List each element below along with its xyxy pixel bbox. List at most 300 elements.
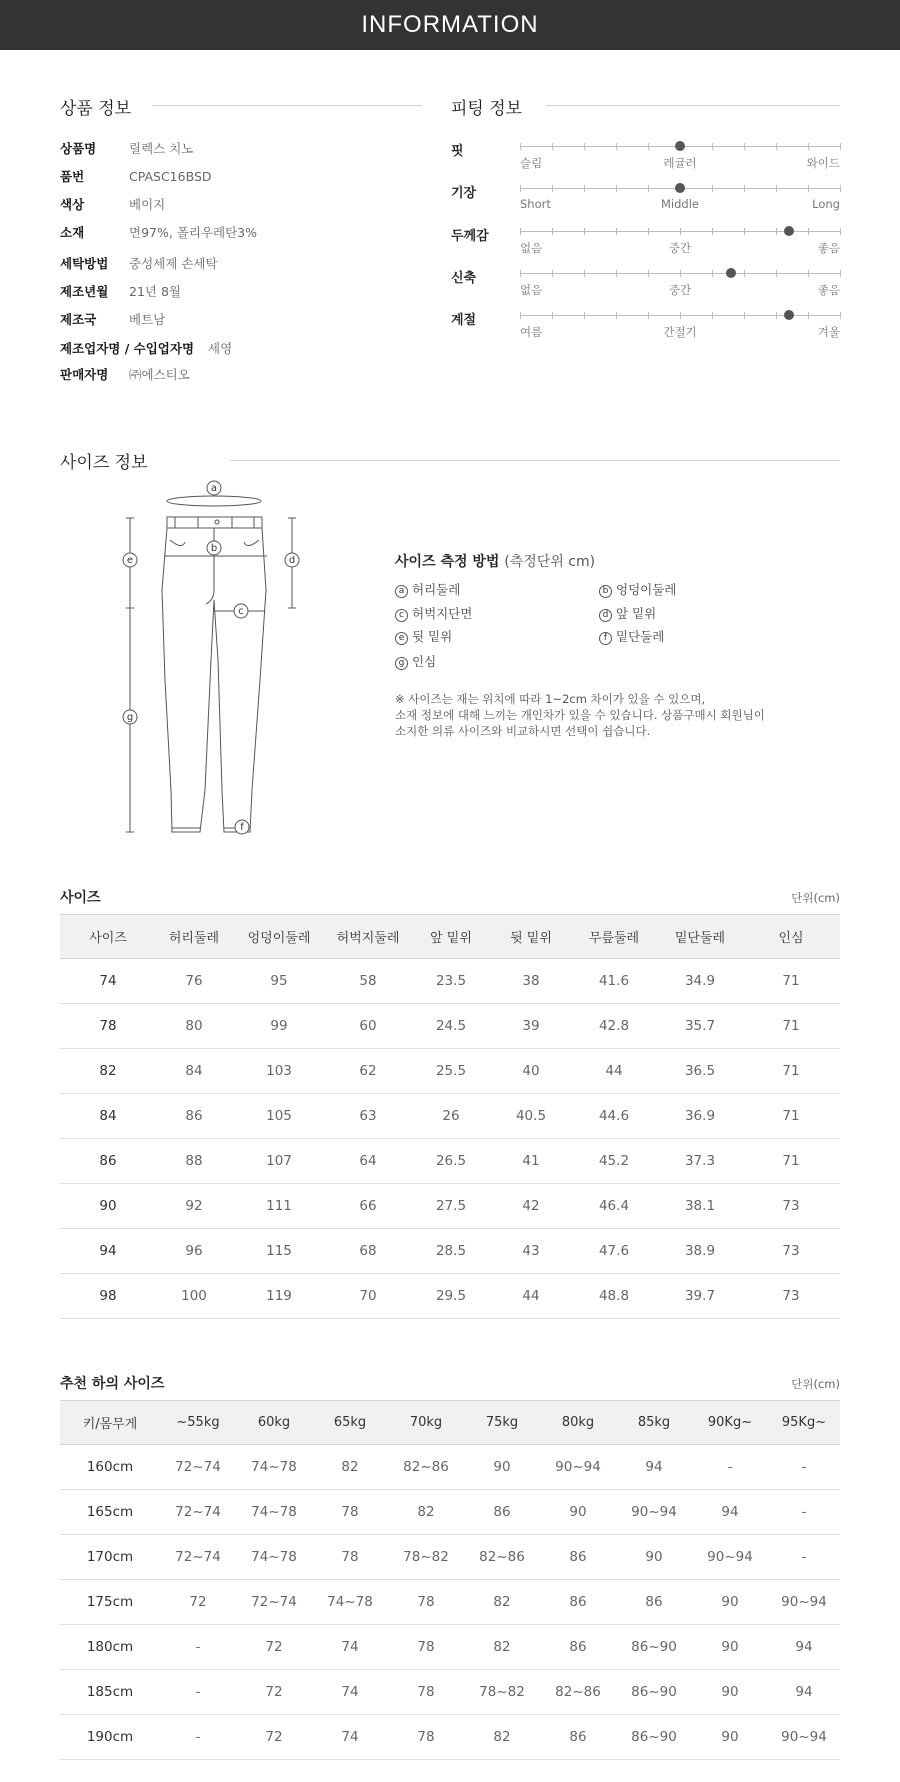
table-cell: 73 [742, 1274, 840, 1319]
table-cell: 72 [236, 1625, 312, 1670]
table-header-cell: 허리둘레 [156, 915, 232, 959]
measure-method-title [395, 551, 595, 571]
table-cell: 86 [156, 1094, 232, 1139]
table-cell: 78 [312, 1535, 388, 1580]
table-cell: 42 [492, 1184, 570, 1229]
table-row [60, 1139, 840, 1184]
pants-diagram [110, 480, 310, 840]
table-cell: 74~78 [236, 1535, 312, 1580]
marker-d [285, 553, 299, 567]
measure-item-label: 허벅지단면 [412, 606, 473, 621]
table-cell: 38 [492, 959, 570, 1004]
table-header-cell: 70kg [388, 1401, 464, 1445]
table-cell: 71 [742, 1094, 840, 1139]
product-info-row [60, 139, 193, 157]
fit-scale-tick [616, 185, 617, 192]
fit-scale-tick [648, 312, 649, 319]
table-cell: - [160, 1625, 236, 1670]
table-cell: 86 [540, 1715, 616, 1760]
table-cell: 73 [742, 1229, 840, 1274]
fit-scale-tick [840, 143, 841, 150]
size-table-header [60, 915, 840, 959]
table-cell: 90 [540, 1490, 616, 1535]
fit-scale-tick [808, 143, 809, 150]
table-cell: 86~90 [616, 1670, 692, 1715]
recommend-table-title: 추천 하의 사이즈 [60, 1376, 165, 1392]
table-header-cell: 엉덩이둘레 [232, 915, 326, 959]
product-info-key: 판매자명 [60, 367, 109, 382]
table-cell: 86 [464, 1490, 540, 1535]
product-info-row [60, 310, 165, 328]
table-cell: 86~90 [616, 1715, 692, 1760]
marker-e [123, 553, 137, 567]
measure-mark-icon: c [395, 609, 408, 622]
marker-a [207, 481, 221, 495]
product-info-row [60, 365, 190, 383]
fit-left-label: 슬림 [520, 156, 543, 170]
fit-scale-tick [744, 228, 745, 235]
fit-scale-tick [648, 185, 649, 192]
fit-scale-tick [680, 270, 681, 277]
table-cell: 72 [160, 1580, 236, 1625]
table-cell: 60 [326, 1004, 410, 1049]
fit-scale-tick [520, 185, 521, 192]
marker-g [123, 710, 137, 724]
fit-mid-label: 중간 [668, 283, 692, 297]
fit-scale-tick [616, 312, 617, 319]
fit-scale-tick [520, 143, 521, 150]
table-header-cell: 키/몸무게 [60, 1401, 160, 1445]
table-cell: 190cm [60, 1715, 160, 1760]
fit-scale-tick [552, 143, 553, 150]
table-cell: 46.4 [570, 1184, 658, 1229]
fit-row-label: 신축 [451, 271, 477, 286]
table-row [60, 1445, 840, 1490]
fit-left-label: 여름 [520, 325, 543, 339]
size-note-line: ※ 사이즈는 재는 위치에 따라 1~2cm 차이가 있을 수 있으며, [395, 692, 706, 706]
table-cell: 94 [768, 1670, 840, 1715]
fit-scale-tick [584, 185, 585, 192]
table-cell: 82 [388, 1490, 464, 1535]
fit-scale-tick [808, 228, 809, 235]
fit-scale-tick [616, 228, 617, 235]
fit-level-dot [675, 183, 685, 193]
table-cell: 40 [492, 1049, 570, 1094]
table-header-cell: 무릎둘레 [570, 915, 658, 959]
table-cell: 74 [312, 1670, 388, 1715]
size-note [395, 691, 765, 739]
table-cell: 96 [156, 1229, 232, 1274]
table-cell: 70 [326, 1274, 410, 1319]
table-header-cell: 뒷 밑위 [492, 915, 570, 959]
fit-right-label: Long [812, 197, 840, 211]
fit-row-label: 계절 [451, 313, 477, 328]
table-cell: 90 [692, 1670, 768, 1715]
table-cell: 86~90 [616, 1625, 692, 1670]
product-info-key: 제조국 [60, 312, 97, 327]
product-info-value: 세영 [208, 341, 233, 356]
table-cell: 115 [232, 1229, 326, 1274]
table-cell: 90~94 [768, 1715, 840, 1760]
table-cell: 24.5 [410, 1004, 492, 1049]
table-header-cell: 95Kg~ [768, 1401, 840, 1445]
fit-scale-tick [648, 143, 649, 150]
table-cell: 90~94 [692, 1535, 768, 1580]
table-cell: 35.7 [658, 1004, 742, 1049]
table-cell: 82~86 [540, 1670, 616, 1715]
product-info-key: 제조년월 [60, 284, 109, 299]
size-info-title: 사이즈 정보 [60, 453, 148, 473]
product-info-key: 색상 [60, 197, 85, 212]
table-header-cell: 85kg [616, 1401, 692, 1445]
table-cell: 107 [232, 1139, 326, 1184]
measure-item-label: 인심 [412, 654, 437, 669]
table-cell: 74 [312, 1715, 388, 1760]
table-cell: 90 [464, 1445, 540, 1490]
fit-scale-tick [776, 270, 777, 277]
marker-f-label: f [240, 822, 244, 833]
product-info-value: 21년 8월 [129, 284, 181, 299]
table-cell: 72~74 [160, 1535, 236, 1580]
table-cell: 71 [742, 1004, 840, 1049]
fit-level-dot [726, 268, 736, 278]
table-cell: 78~82 [464, 1670, 540, 1715]
product-info-key: 소재 [60, 225, 85, 240]
fit-scale-tick [712, 185, 713, 192]
product-info-row [60, 282, 181, 300]
table-cell: 88 [156, 1139, 232, 1184]
fit-scale-track [520, 315, 840, 339]
fit-right-label: 와이드 [806, 156, 840, 170]
table-header-cell: 75kg [464, 1401, 540, 1445]
table-header-cell: 허벅지둘레 [326, 915, 410, 959]
table-header-cell: 밑단둘레 [658, 915, 742, 959]
fit-scale-track [520, 188, 840, 211]
table-cell: 62 [326, 1049, 410, 1094]
recommend-table [60, 1400, 840, 1760]
table-cell: 78 [388, 1670, 464, 1715]
fit-scale-tick [552, 228, 553, 235]
table-cell: 74~78 [312, 1580, 388, 1625]
fit-mid-label: 레귤러 [663, 156, 697, 170]
fit-scale-tick [744, 270, 745, 277]
table-row [60, 1535, 840, 1580]
recommend-table-header [60, 1401, 840, 1445]
table-cell: 90~94 [540, 1445, 616, 1490]
table-cell: 27.5 [410, 1184, 492, 1229]
table-cell: 94 [692, 1490, 768, 1535]
measure-mark-icon: d [599, 609, 612, 622]
table-row [60, 1094, 840, 1139]
fit-scale-tick [520, 312, 521, 319]
size-table-title: 사이즈 [60, 890, 101, 906]
table-cell: 47.6 [570, 1229, 658, 1274]
fit-scale-tick [616, 270, 617, 277]
table-cell: 44 [570, 1049, 658, 1094]
fit-scale-tick [520, 270, 521, 277]
fit-scale-tick [520, 228, 521, 235]
table-cell: 78 [388, 1715, 464, 1760]
table-cell: 26.5 [410, 1139, 492, 1184]
measure-item [599, 580, 676, 598]
measure-item [599, 604, 656, 622]
table-cell: 71 [742, 959, 840, 1004]
product-info-divider [152, 105, 422, 106]
fit-scale-tick [584, 228, 585, 235]
marker-b [207, 541, 221, 555]
table-cell: 78 [388, 1625, 464, 1670]
product-info-value: 면97%, 폴리우레탄3% [129, 225, 258, 240]
fit-mid-label: 중간 [668, 241, 692, 255]
table-cell: 82 [464, 1580, 540, 1625]
fit-scale-tick [776, 312, 777, 319]
measure-unit: (측정단위 cm) [504, 554, 596, 570]
table-cell: 23.5 [410, 959, 492, 1004]
table-cell: 90 [692, 1580, 768, 1625]
table-cell: 86 [540, 1625, 616, 1670]
table-header-cell: 사이즈 [60, 915, 156, 959]
table-cell: 119 [232, 1274, 326, 1319]
marker-c-label: c [238, 606, 244, 617]
fit-level-dot [784, 226, 794, 236]
product-info-row [60, 167, 212, 185]
table-cell: 90 [692, 1715, 768, 1760]
table-cell: - [160, 1715, 236, 1760]
table-cell: 82 [464, 1625, 540, 1670]
table-cell: 90~94 [616, 1490, 692, 1535]
table-cell: 25.5 [410, 1049, 492, 1094]
measure-item-label: 앞 밑위 [616, 606, 657, 621]
fit-row-label: 두께감 [451, 229, 489, 244]
measure-item [395, 580, 460, 598]
table-cell: 74 [312, 1625, 388, 1670]
measure-mark-icon: b [599, 585, 612, 598]
table-cell: 41.6 [570, 959, 658, 1004]
table-header-cell: 앞 밑위 [410, 915, 492, 959]
table-cell: 64 [326, 1139, 410, 1184]
table-cell: 34.9 [658, 959, 742, 1004]
table-header-cell: 60kg [236, 1401, 312, 1445]
table-cell: 82 [312, 1445, 388, 1490]
fit-scale-tick [840, 185, 841, 192]
table-cell: 76 [156, 959, 232, 1004]
recommend-table-unit: 단위(cm) [791, 1377, 840, 1391]
measure-item-label: 밑단둘레 [616, 629, 665, 644]
fit-scale-tick [584, 312, 585, 319]
size-note-line: 소재 정보에 대해 느끼는 개인차가 있을 수 있습니다. 상품구매시 회원님이 [395, 708, 765, 722]
fit-mid-label: Middle [661, 197, 699, 211]
fit-scale-tick [680, 228, 681, 235]
table-cell: 105 [232, 1094, 326, 1139]
measure-item-label: 엉덩이둘레 [616, 582, 677, 597]
table-cell: 38.1 [658, 1184, 742, 1229]
table-cell: 48.8 [570, 1274, 658, 1319]
size-table [60, 914, 840, 1319]
table-header-cell: 90Kg~ [692, 1401, 768, 1445]
fit-scale-tick [808, 185, 809, 192]
table-cell: 103 [232, 1049, 326, 1094]
table-cell: 82 [60, 1049, 156, 1094]
fit-scale-tick [584, 143, 585, 150]
table-row [60, 1049, 840, 1094]
measure-mark-icon: g [395, 657, 408, 670]
information-header [0, 0, 900, 50]
table-cell: 72~74 [160, 1445, 236, 1490]
product-info-row [60, 195, 165, 213]
table-cell: 86 [616, 1580, 692, 1625]
table-cell: 94 [616, 1445, 692, 1490]
table-cell: 74~78 [236, 1490, 312, 1535]
fit-scale-tick [712, 312, 713, 319]
fit-scale-tick [712, 228, 713, 235]
measure-item [395, 604, 472, 622]
table-row [60, 1625, 840, 1670]
table-cell: - [768, 1535, 840, 1580]
table-row [60, 1580, 840, 1625]
fit-scale-tick [808, 312, 809, 319]
fit-scale-tick [840, 228, 841, 235]
fit-scale-tick [776, 228, 777, 235]
fit-scale-track [520, 273, 840, 297]
fitting-info-title: 피팅 정보 [451, 99, 523, 119]
fit-scale-tick [552, 312, 553, 319]
table-cell: 111 [232, 1184, 326, 1229]
product-info-key: 상품명 [60, 141, 97, 156]
marker-b-label: b [210, 543, 218, 554]
table-cell: - [768, 1490, 840, 1535]
product-info-row [60, 254, 218, 272]
table-cell: 94 [768, 1625, 840, 1670]
table-header-cell: ~55kg [160, 1401, 236, 1445]
fit-scale-tick [840, 312, 841, 319]
table-row [60, 1184, 840, 1229]
measure-item [395, 652, 436, 670]
marker-d-label: d [288, 555, 296, 566]
product-info-key: 세탁방법 [60, 256, 109, 271]
table-cell: 36.9 [658, 1094, 742, 1139]
recommend-table-body [60, 1445, 840, 1760]
fit-level-dot [675, 141, 685, 151]
fit-scale-tick [648, 228, 649, 235]
product-info-value: CPASC16BSD [129, 169, 212, 184]
table-cell: 68 [326, 1229, 410, 1274]
table-cell: 42.8 [570, 1004, 658, 1049]
table-cell: 63 [326, 1094, 410, 1139]
fit-scale-tick [776, 185, 777, 192]
measure-item-label: 뒷 밑위 [412, 629, 453, 644]
product-info-value: 릴렉스 치노 [129, 141, 194, 156]
size-info-divider [230, 460, 840, 461]
fit-scale-tick [680, 312, 681, 319]
table-cell: 90 [692, 1625, 768, 1670]
table-cell: 72 [236, 1670, 312, 1715]
size-table-body [60, 959, 840, 1319]
table-cell: 90 [60, 1184, 156, 1229]
fitting-info-divider [546, 105, 840, 106]
table-cell: 78~82 [388, 1535, 464, 1580]
table-cell: 95 [232, 959, 326, 1004]
table-cell: 78 [388, 1580, 464, 1625]
table-cell: 37.3 [658, 1139, 742, 1184]
fit-scale-tick [616, 143, 617, 150]
table-cell: 82 [464, 1715, 540, 1760]
table-cell: 45.2 [570, 1139, 658, 1184]
header-title: INFORMATION [361, 11, 539, 38]
table-cell: 100 [156, 1274, 232, 1319]
table-cell: 80 [156, 1004, 232, 1049]
product-info-value: 베트남 [129, 312, 166, 327]
table-cell: 71 [742, 1049, 840, 1094]
measure-method-label: 사이즈 측정 방법 [395, 554, 500, 570]
product-info-key: 품번 [60, 169, 85, 184]
fit-left-label: Short [520, 197, 551, 211]
table-cell: 90 [616, 1535, 692, 1580]
table-row [60, 959, 840, 1004]
marker-f [235, 820, 249, 834]
product-info-title: 상품 정보 [60, 99, 132, 119]
table-cell: 86 [540, 1535, 616, 1580]
product-info-value: 베이지 [129, 197, 166, 212]
table-cell: 39 [492, 1004, 570, 1049]
table-cell: - [160, 1670, 236, 1715]
table-cell: 72~74 [236, 1580, 312, 1625]
fit-scale-tick [648, 270, 649, 277]
table-cell: 86 [540, 1580, 616, 1625]
fit-scale-tick [776, 143, 777, 150]
table-cell: 26 [410, 1094, 492, 1139]
fit-row-label: 기장 [451, 186, 477, 201]
table-cell: 58 [326, 959, 410, 1004]
fit-scale-tick [584, 270, 585, 277]
measure-item-label: 허리둘레 [412, 582, 461, 597]
table-cell: 82~86 [464, 1535, 540, 1580]
table-header-cell: 80kg [540, 1401, 616, 1445]
table-cell: 84 [60, 1094, 156, 1139]
table-cell: 170cm [60, 1535, 160, 1580]
waist-measure-line [167, 496, 261, 506]
table-cell: 72~74 [160, 1490, 236, 1535]
table-cell: 99 [232, 1004, 326, 1049]
fit-scale-track [520, 146, 840, 170]
table-cell: 29.5 [410, 1274, 492, 1319]
table-cell: 40.5 [492, 1094, 570, 1139]
table-cell: 84 [156, 1049, 232, 1094]
table-cell: 38.9 [658, 1229, 742, 1274]
table-cell: 82~86 [388, 1445, 464, 1490]
fit-scale-tick [840, 270, 841, 277]
table-cell: 28.5 [410, 1229, 492, 1274]
measure-item [599, 627, 664, 645]
table-cell: 39.7 [658, 1274, 742, 1319]
table-cell: 86 [60, 1139, 156, 1184]
table-cell: 72 [236, 1715, 312, 1760]
measure-mark-icon: f [599, 632, 612, 645]
fit-right-label: 겨울 [817, 325, 840, 339]
table-cell: 66 [326, 1184, 410, 1229]
fit-scale-tick [744, 312, 745, 319]
marker-e-label: e [126, 555, 134, 566]
table-cell: 74~78 [236, 1445, 312, 1490]
product-info-row [60, 223, 257, 241]
table-header-cell: 65kg [312, 1401, 388, 1445]
table-cell: 73 [742, 1184, 840, 1229]
marker-g-label: g [126, 712, 134, 723]
fit-scale-tick [712, 270, 713, 277]
table-header-cell: 인심 [742, 915, 840, 959]
product-info-value: ㈜에스티오 [129, 367, 190, 382]
table-cell: 78 [60, 1004, 156, 1049]
fit-scale-tick [808, 270, 809, 277]
